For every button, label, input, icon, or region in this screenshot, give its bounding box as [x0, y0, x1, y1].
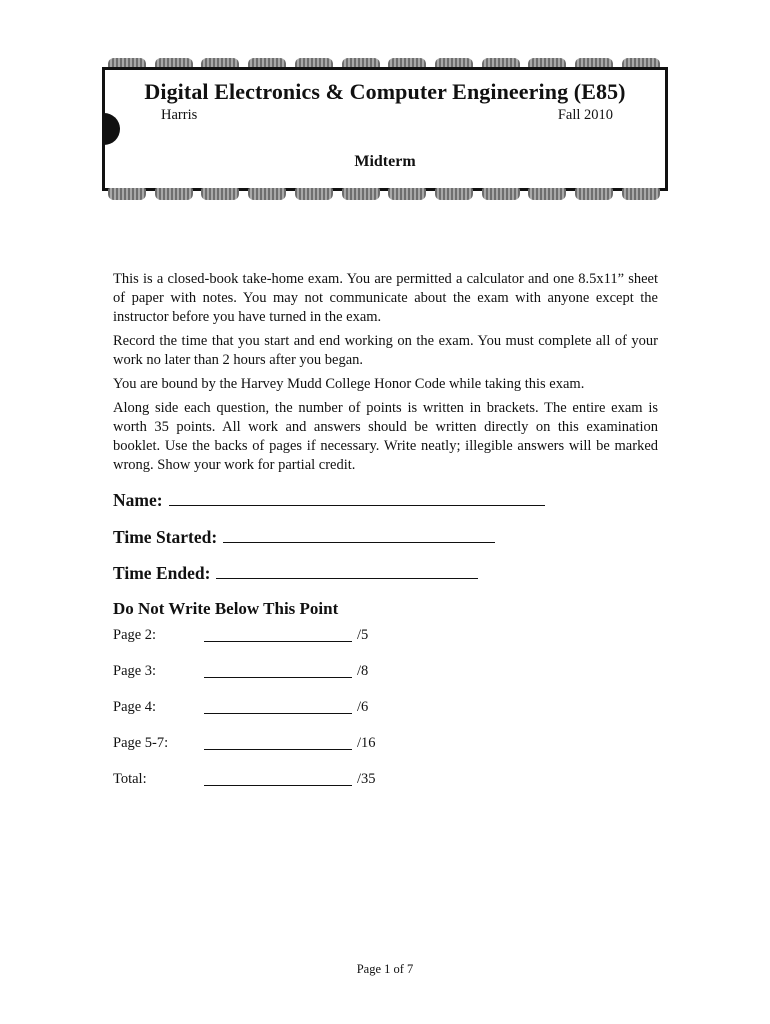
- name-field[interactable]: [113, 490, 545, 511]
- page-number: Page 1 of 7: [356, 962, 414, 976]
- score-blank: [204, 641, 352, 642]
- chip-pin: [248, 188, 286, 200]
- time-ended-field[interactable]: [113, 563, 478, 584]
- score-row-label: Page 2:: [113, 627, 157, 643]
- exam-title: Digital Electronics & Computer Engineering (E85): [144, 79, 626, 104]
- chip-body: [102, 67, 668, 191]
- time-started-field[interactable]: [113, 527, 495, 548]
- score-row-label: Page 4:: [113, 699, 157, 715]
- instruction-paragraph: Record the time that you start and end working on the exam. You must complete all of your work no later than 2 hours after you began.: [113, 333, 658, 368]
- time-started-label: Time Started:: [113, 527, 218, 547]
- score-max: /6: [357, 699, 369, 715]
- instructor-name: Harris: [161, 107, 198, 123]
- term-label: Fall 2010: [557, 107, 613, 123]
- score-row: [113, 627, 413, 647]
- score-max: /5: [357, 627, 369, 643]
- chip-pin: [622, 188, 660, 200]
- chip-pin: [435, 188, 473, 200]
- time-ended-blank[interactable]: [216, 564, 478, 579]
- instructions: [113, 270, 658, 480]
- score-blank: [204, 677, 352, 678]
- score-row: [113, 699, 413, 719]
- exam-type: Midterm: [354, 153, 416, 170]
- score-row-label: Page 3:: [113, 663, 157, 679]
- score-blank: [204, 713, 352, 714]
- chip-pin: [108, 188, 146, 200]
- score-row-label: Total:: [113, 771, 147, 787]
- chip-pin: [528, 188, 566, 200]
- instruction-paragraph: Along side each question, the number of points is written in brackets. The entire exam is worth 35 points. All work and answers should be written directly on this examination booklet. Use the backs of pages if necessary. Write neatly; illegible answers will be marked wrong. Show your work for partial credit.: [113, 400, 658, 473]
- score-row-label: Page 5-7:: [113, 735, 169, 751]
- title-block: [102, 58, 668, 200]
- score-blank: [204, 785, 352, 786]
- chip-pin: [155, 188, 193, 200]
- chip-pin: [201, 188, 239, 200]
- name-label: Name:: [113, 490, 163, 510]
- score-max: /16: [357, 735, 376, 751]
- score-max: /8: [357, 663, 369, 679]
- score-row-total: [113, 771, 413, 791]
- score-row: [113, 663, 413, 683]
- instruction-paragraph: This is a closed-book take-home exam. You are permitted a calculator and one 8.5x11” sheet of paper with notes. You may not communicate about the exam with anyone except the instructor before you have turned in the exam.: [113, 271, 658, 325]
- score-max: /35: [357, 771, 376, 787]
- chip-pin: [482, 188, 520, 200]
- grading-heading: Do Not Write Below This Point: [113, 599, 339, 618]
- instruction-paragraph: You are bound by the Harvey Mudd College Honor Code while taking this exam.: [113, 376, 585, 392]
- chip-pin: [295, 188, 333, 200]
- name-blank[interactable]: [169, 491, 545, 506]
- chip-pin: [575, 188, 613, 200]
- chip-notch-icon: [102, 113, 120, 145]
- chip-pin: [388, 188, 426, 200]
- time-started-blank[interactable]: [223, 528, 495, 543]
- chip-pin: [342, 188, 380, 200]
- time-ended-label: Time Ended:: [113, 563, 211, 583]
- score-blank: [204, 749, 352, 750]
- score-row: [113, 735, 413, 755]
- chip-pins-bottom: [108, 188, 660, 200]
